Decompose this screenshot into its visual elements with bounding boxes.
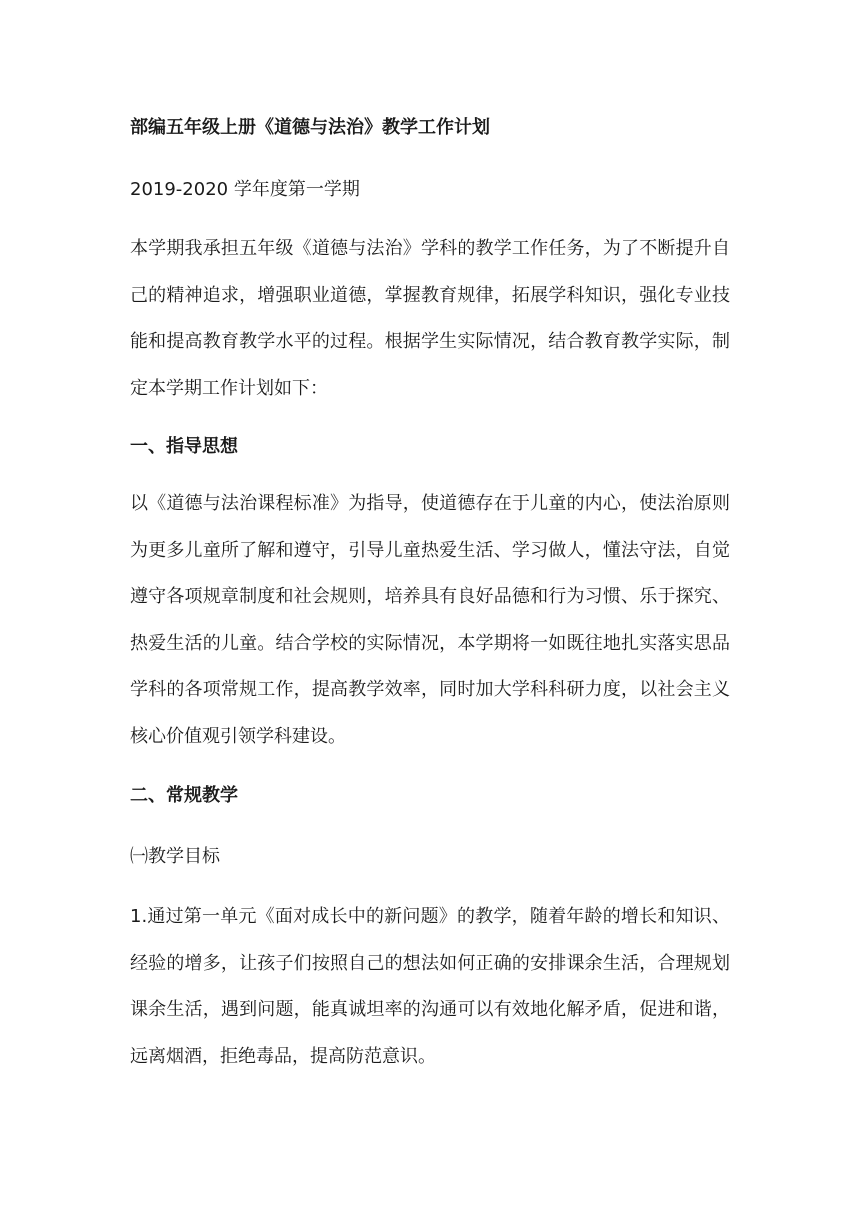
intro-paragraph: 本学期我承担五年级《道德与法治》学科的教学工作任务，为了不断提升自己的精神追求，增强职业道德，掌握教育规律，拓展学科知识，强化专业技能和提高教育教学水平的过程。根据学生实际情况，结合教育教学实际，制定本学期工作计划如下： bbox=[130, 238, 730, 399]
document-title: 部编五年级上册《道德与法治》教学工作计划 bbox=[130, 117, 490, 138]
teaching-goal-item-1: 1.通过第一单元《面对成长中的新问题》的教学，随着年龄的增长和知识、经验的增多，让孩子们按照自己的想法如何正确的安排课余生活，合理规划课余生活，遇到问题，能真诚坦率的沟通可以有效地化解矛盾，促进和谐，远离烟酒，拒绝毒品，提高防范意识。 bbox=[130, 906, 730, 1067]
section-heading-routine-teaching: 二、常规教学 bbox=[130, 785, 238, 806]
subsection-heading-teaching-goals: ㈠教学目标 bbox=[130, 846, 220, 867]
section-heading-guiding-ideology: 一、指导思想 bbox=[130, 436, 238, 457]
semester-line: 2019-2020 学年度第一学期 bbox=[130, 179, 360, 200]
guiding-ideology-paragraph: 以《道德与法治课程标准》为指导，使道德存在于儿童的内心，使法治原则为更多儿童所了解和遵守，引导儿童热爱生活、学习做人，懂法守法，自觉遵守各项规章制度和社会规则，培养具有良好品德和行为习惯、乐于探究、热爱生活的儿童。结合学校的实际情况，本学期将一如既往地扎实落实思品学科的各项常规工作，提高教学效率，同时加大学科科研力度，以社会主义核心价值观引领学科建设。 bbox=[130, 493, 730, 747]
